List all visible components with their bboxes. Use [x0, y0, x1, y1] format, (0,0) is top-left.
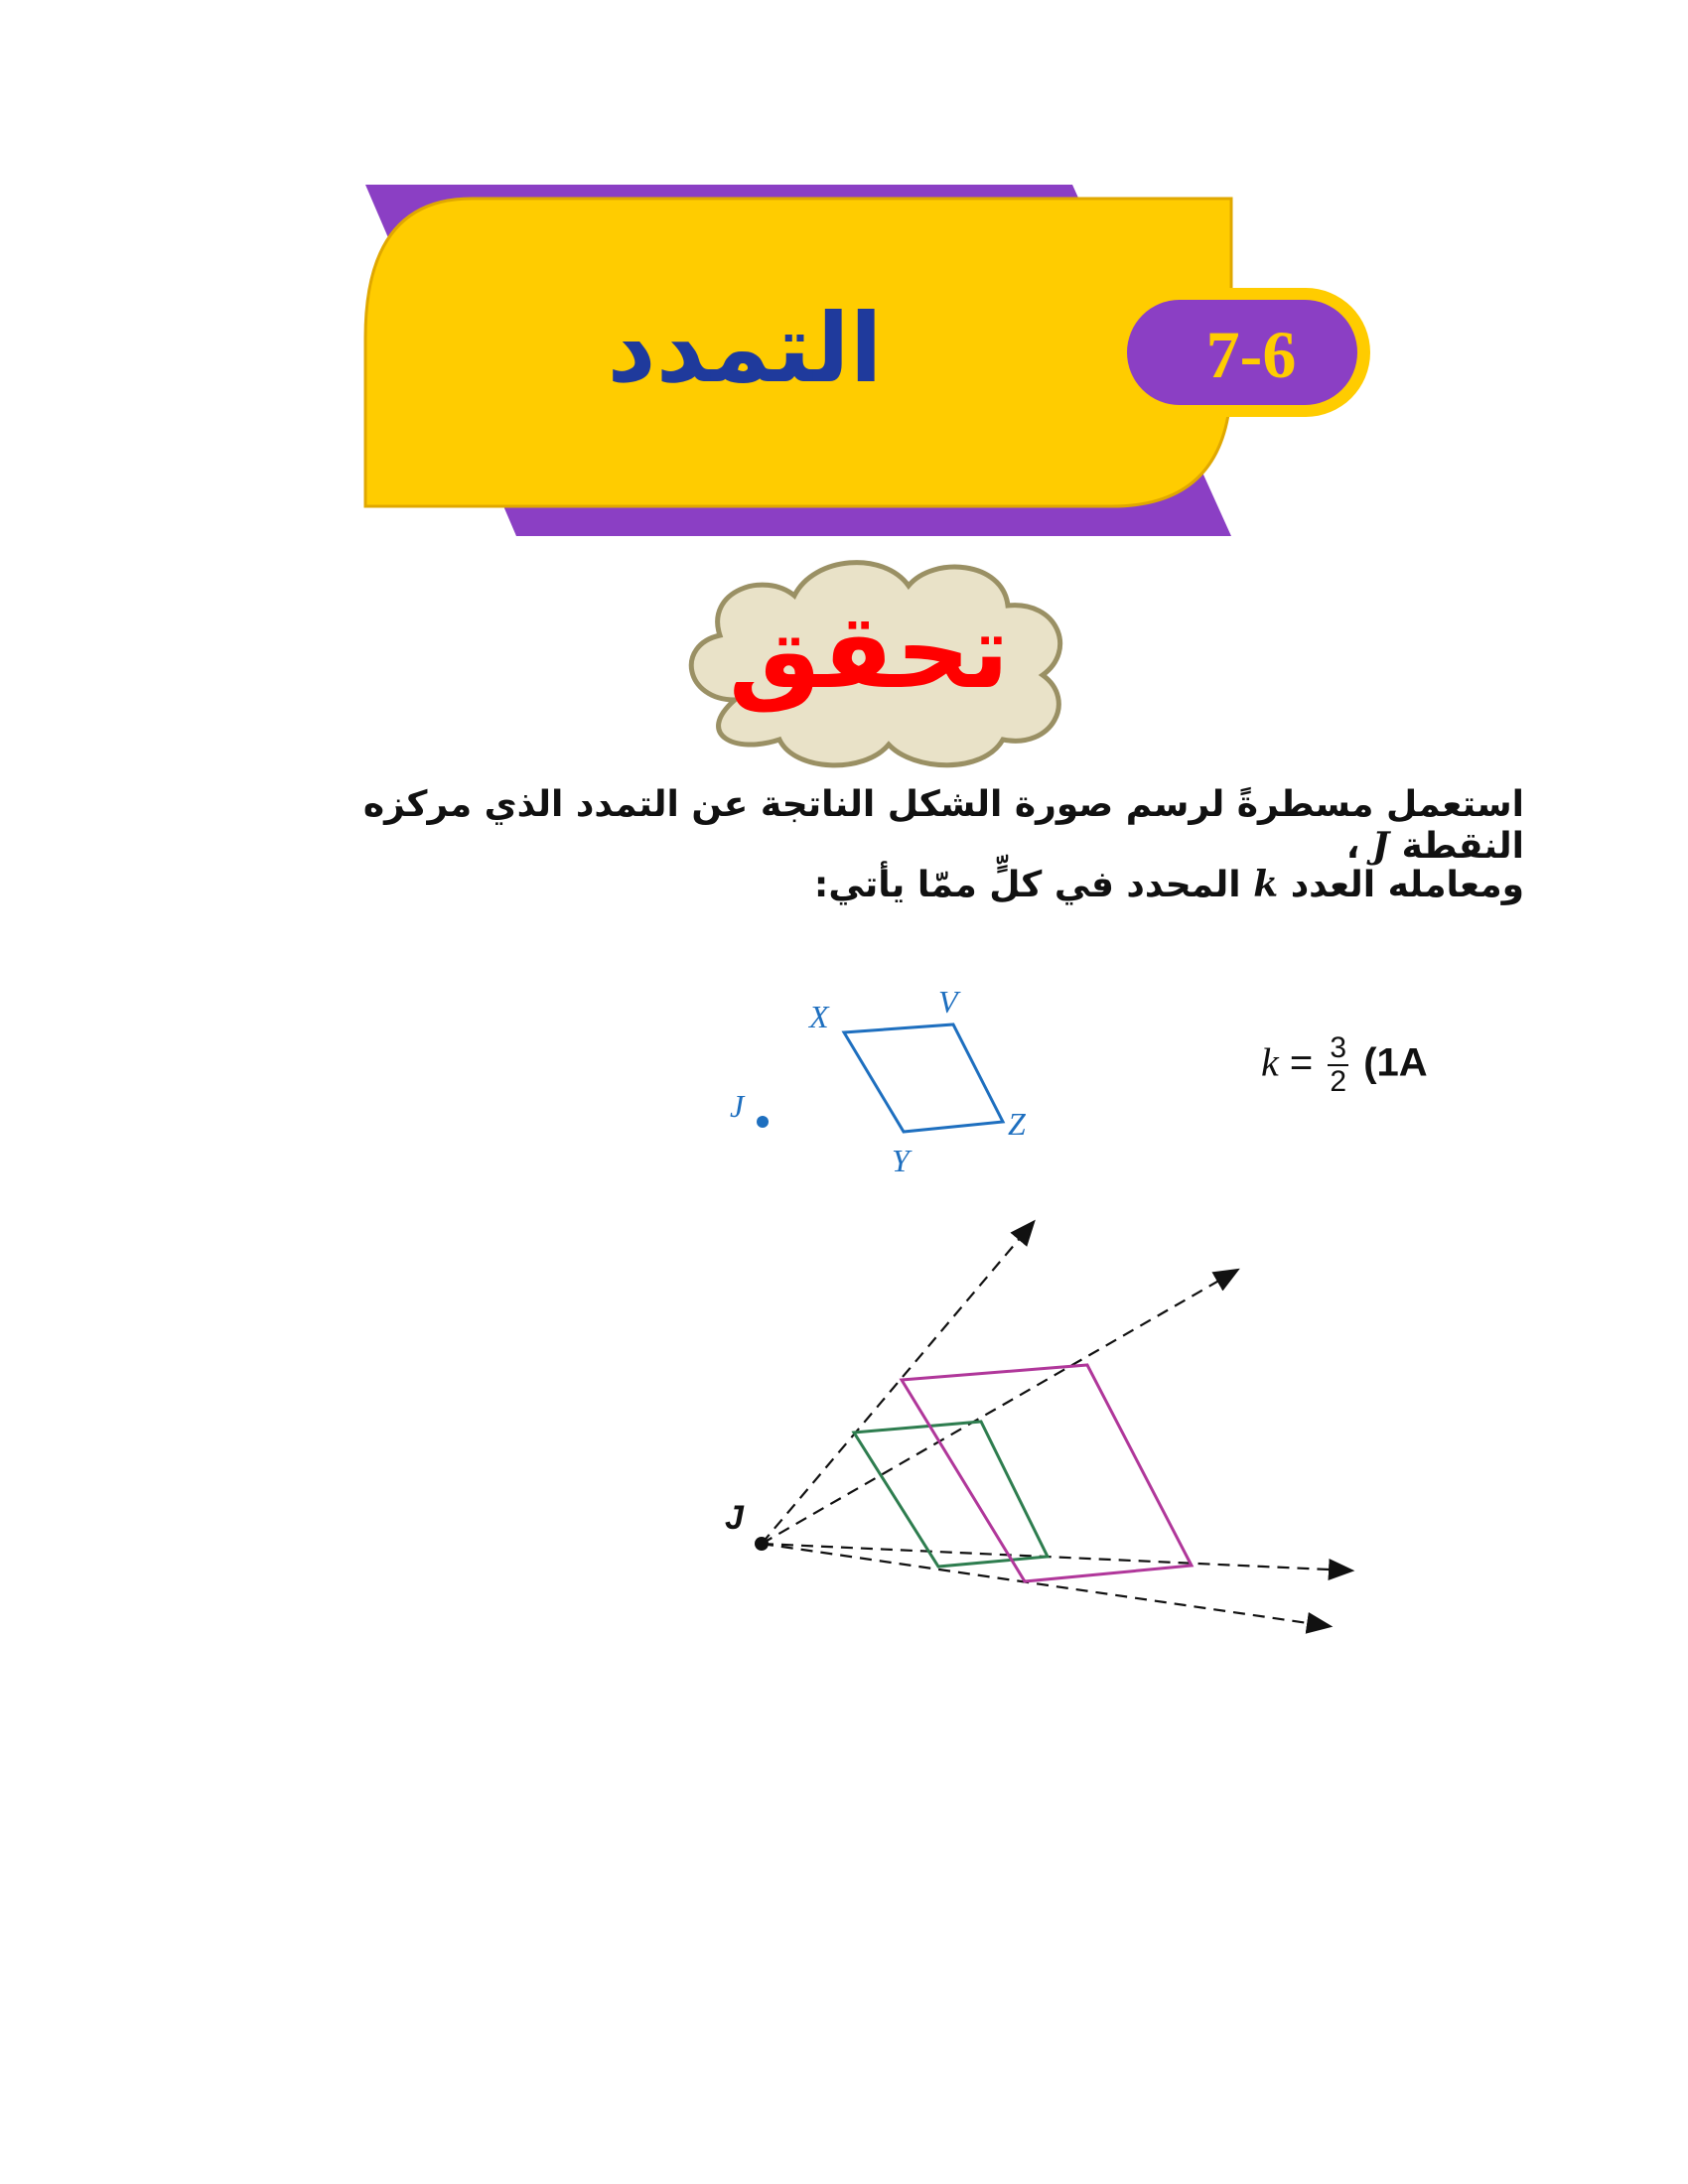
label-y: Y [892, 1143, 910, 1178]
center-variable: J [1372, 825, 1390, 867]
lesson-number: 7-6 [1205, 317, 1297, 392]
lesson-title: التمدد [607, 293, 883, 404]
scale-variable: k [1253, 864, 1279, 905]
instruction-text-2a: ومعامله العدد [1290, 865, 1524, 905]
instruction-text-2b: المحدد في كلٍّ ممّا يأتي: [813, 865, 1241, 905]
dilation-solution-figure [705, 1201, 1400, 1658]
ray-v [762, 1271, 1236, 1544]
original-quadrilateral [854, 1422, 1048, 1567]
center-point-j [757, 1116, 769, 1128]
label-z: Z [1008, 1106, 1026, 1142]
original-figure [715, 983, 1112, 1211]
fraction-denominator: 2 [1330, 1065, 1347, 1098]
instruction-text-1: استعمل مسطرةً لرسم صورة الشكل الناتجة عن التمدد الذي مركزه النقطة [362, 784, 1524, 867]
label-v: V [938, 984, 958, 1020]
check-label: تحقق [728, 591, 1010, 712]
center-point-j [755, 1537, 769, 1551]
problem-1a [1261, 1032, 1428, 1098]
instruction-line-1 [233, 784, 1524, 867]
problem-equals: = [1289, 1040, 1314, 1085]
image-quadrilateral [902, 1365, 1192, 1581]
label-j: J [725, 1499, 744, 1537]
ray-x [762, 1223, 1033, 1544]
instruction-line-2 [233, 864, 1524, 905]
quadrilateral-xvzy [844, 1024, 1003, 1132]
label-x: X [809, 999, 829, 1034]
label-j: J [730, 1088, 745, 1124]
instruction-comma: ، [1345, 826, 1360, 867]
fraction-numerator: 3 [1330, 1031, 1347, 1064]
problem-label: (1A [1363, 1040, 1428, 1085]
problem-fraction [1328, 1032, 1348, 1098]
problem-k: k [1261, 1039, 1279, 1085]
